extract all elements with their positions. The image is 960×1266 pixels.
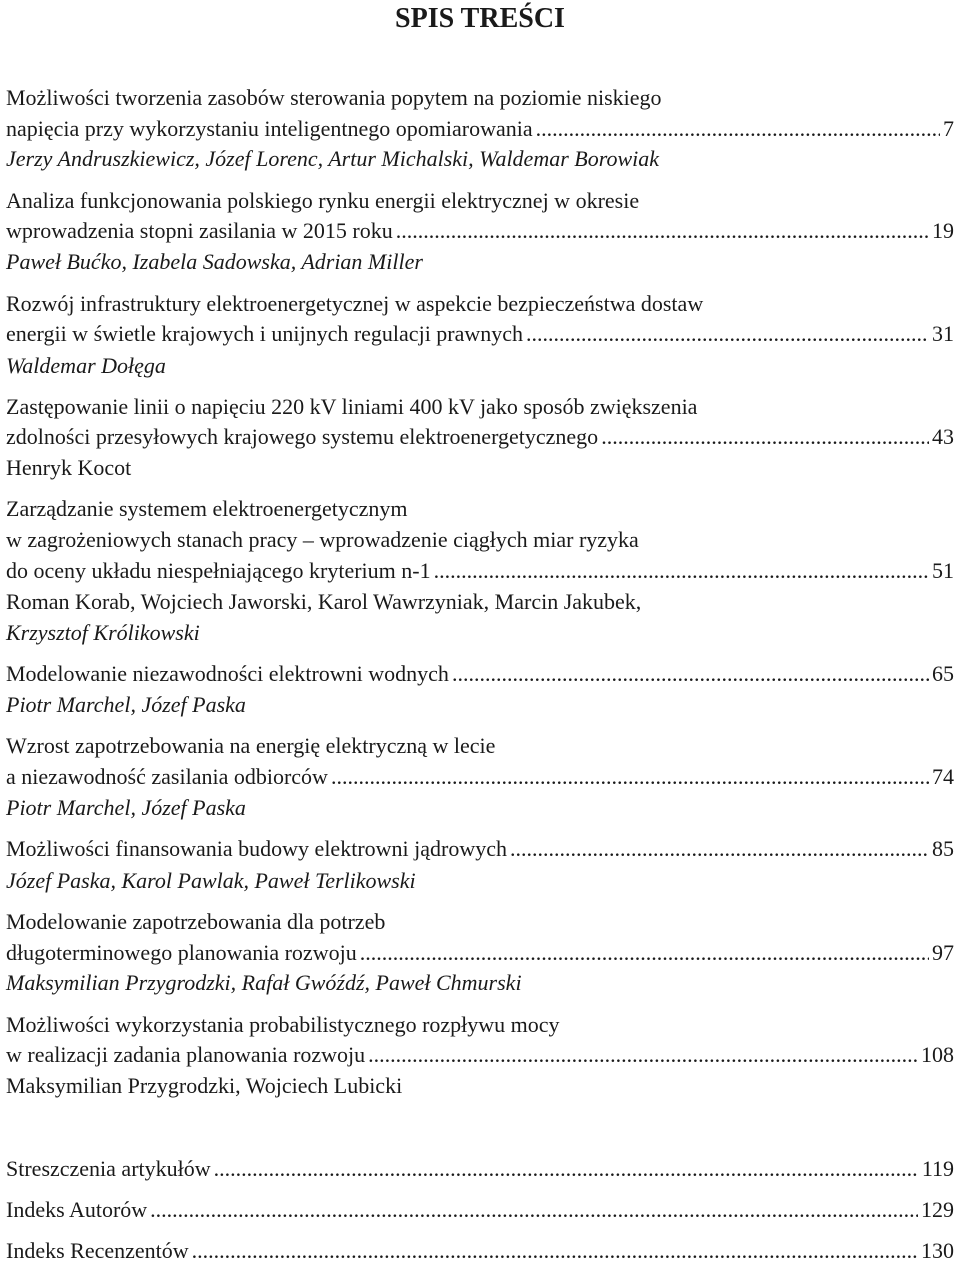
entry-authors: Paweł Bućko, Izabela Sadowska, Adrian Miller [6, 249, 423, 274]
page-number: 119 [921, 1156, 954, 1181]
entry-authors: Piotr Marchel, Józef Paska [6, 692, 246, 717]
toc-entry-row [6, 114, 954, 144]
entry-authors: Roman Korab, Wojciech Jaworski, Karol Wawrzyniak, Marcin Jakubek, [6, 589, 642, 614]
entry-title-line: długoterminowego planowania rozwoju [6, 940, 357, 965]
page-number: 108 [921, 1042, 954, 1067]
entry-title-line: w zagrożeniowych stanach pracy – wprowadzenie ciągłych miar ryzyka [6, 527, 639, 552]
page-number: 31 [932, 321, 954, 346]
page-number: 19 [932, 218, 954, 243]
entry-title-line: napięcia przy wykorzystaniu inteligentnego opomiarowania [6, 116, 533, 141]
entry-title-line: w realizacji zadania planowania rozwoju [6, 1042, 366, 1067]
entry-title-line: zdolności przesyłowych krajowego systemu elektroenergetycznego [6, 424, 599, 449]
page-number: 129 [921, 1197, 954, 1222]
entry-title-line: Możliwości wykorzystania probabilistycznego rozpływu mocy [6, 1012, 560, 1037]
dot-leader [214, 1154, 919, 1184]
entry-authors: Maksymilian Przygrodzki, Rafał Gwóźdź, Paweł Chmurski [6, 970, 522, 995]
entry-title-line: Modelowanie niezawodności elektrowni wodnych [6, 661, 449, 686]
toc-entry-row [6, 834, 954, 864]
toc-entry-row [6, 1040, 954, 1070]
appendix-label: Indeks Autorów [6, 1197, 148, 1222]
dot-leader [510, 834, 929, 864]
page-number: 85 [932, 836, 954, 861]
entry-title-line: Wzrost zapotrzebowania na energię elektryczną w lecie [6, 733, 496, 758]
dot-leader [360, 938, 929, 968]
toc-entry-row [6, 556, 954, 586]
entry-title-line: Zarządzanie systemem elektroenergetycznym [6, 496, 408, 521]
entry-title-line: Rozwój infrastruktury elektroenergetycznej w aspekcie bezpieczeństwa dostaw [6, 291, 704, 316]
entry-title-line: Możliwości tworzenia zasobów sterowania popytem na poziomie niskiego [6, 85, 662, 110]
dot-leader [396, 216, 929, 246]
entry-authors: Krzysztof Królikowski [6, 620, 200, 645]
appendix-row [6, 1236, 954, 1266]
entry-title-line: Modelowanie zapotrzebowania dla potrzeb [6, 909, 386, 934]
entry-title-line: a niezawodność zasilania odbiorców [6, 764, 328, 789]
appendix-row [6, 1195, 954, 1225]
entry-authors: Piotr Marchel, Józef Paska [6, 795, 246, 820]
entry-title-line: Analiza funkcjonowania polskiego rynku energii elektrycznej w okresie [6, 188, 640, 213]
entry-title-line: do oceny układu niespełniającego kryterium n-1 [6, 558, 431, 583]
toc-entry-row [6, 659, 954, 689]
dot-leader [368, 1040, 918, 1070]
entry-authors: Maksymilian Przygrodzki, Wojciech Lubicki [6, 1073, 403, 1098]
dot-leader [434, 556, 929, 586]
dot-leader [536, 114, 940, 144]
toc-entry-row [6, 762, 954, 792]
page-number: 130 [921, 1238, 954, 1263]
dot-leader [192, 1236, 918, 1266]
page-number: 97 [932, 940, 954, 965]
dot-leader [601, 422, 929, 452]
appendix-row [6, 1154, 954, 1184]
toc-entry-row [6, 938, 954, 968]
page-number: 43 [932, 424, 954, 449]
dot-leader [150, 1195, 918, 1225]
page-number: 7 [943, 116, 954, 141]
toc-entry-row [6, 422, 954, 452]
page-number: 51 [932, 558, 954, 583]
entry-title-line: energii w świetle krajowych i unijnych regulacji prawnych [6, 321, 524, 346]
entry-authors: Józef Paska, Karol Pawlak, Paweł Terlikowski [6, 868, 416, 893]
page-title: SPIS TREŚCI [395, 3, 565, 34]
dot-leader [526, 319, 929, 349]
page-number: 65 [932, 661, 954, 686]
entry-authors: Jerzy Andruszkiewicz, Józef Lorenc, Artur Michalski, Waldemar Borowiak [6, 146, 660, 171]
toc-entry-row [6, 319, 954, 349]
appendix-label: Streszczenia artykułów [6, 1156, 211, 1181]
entry-authors: Waldemar Dołęga [6, 353, 166, 378]
dot-leader [452, 659, 929, 689]
dot-leader [331, 762, 929, 792]
entry-title-line: wprowadzenia stopni zasilania w 2015 roku [6, 218, 393, 243]
page-number: 74 [932, 764, 954, 789]
entry-title-line: Możliwości finansowania budowy elektrowni jądrowych [6, 836, 507, 861]
entry-title-line: Zastępowanie linii o napięciu 220 kV liniami 400 kV jako sposób zwiększenia [6, 394, 698, 419]
entry-authors: Henryk Kocot [6, 455, 132, 480]
toc-entry-row [6, 216, 954, 246]
appendix-label: Indeks Recenzentów [6, 1238, 189, 1263]
